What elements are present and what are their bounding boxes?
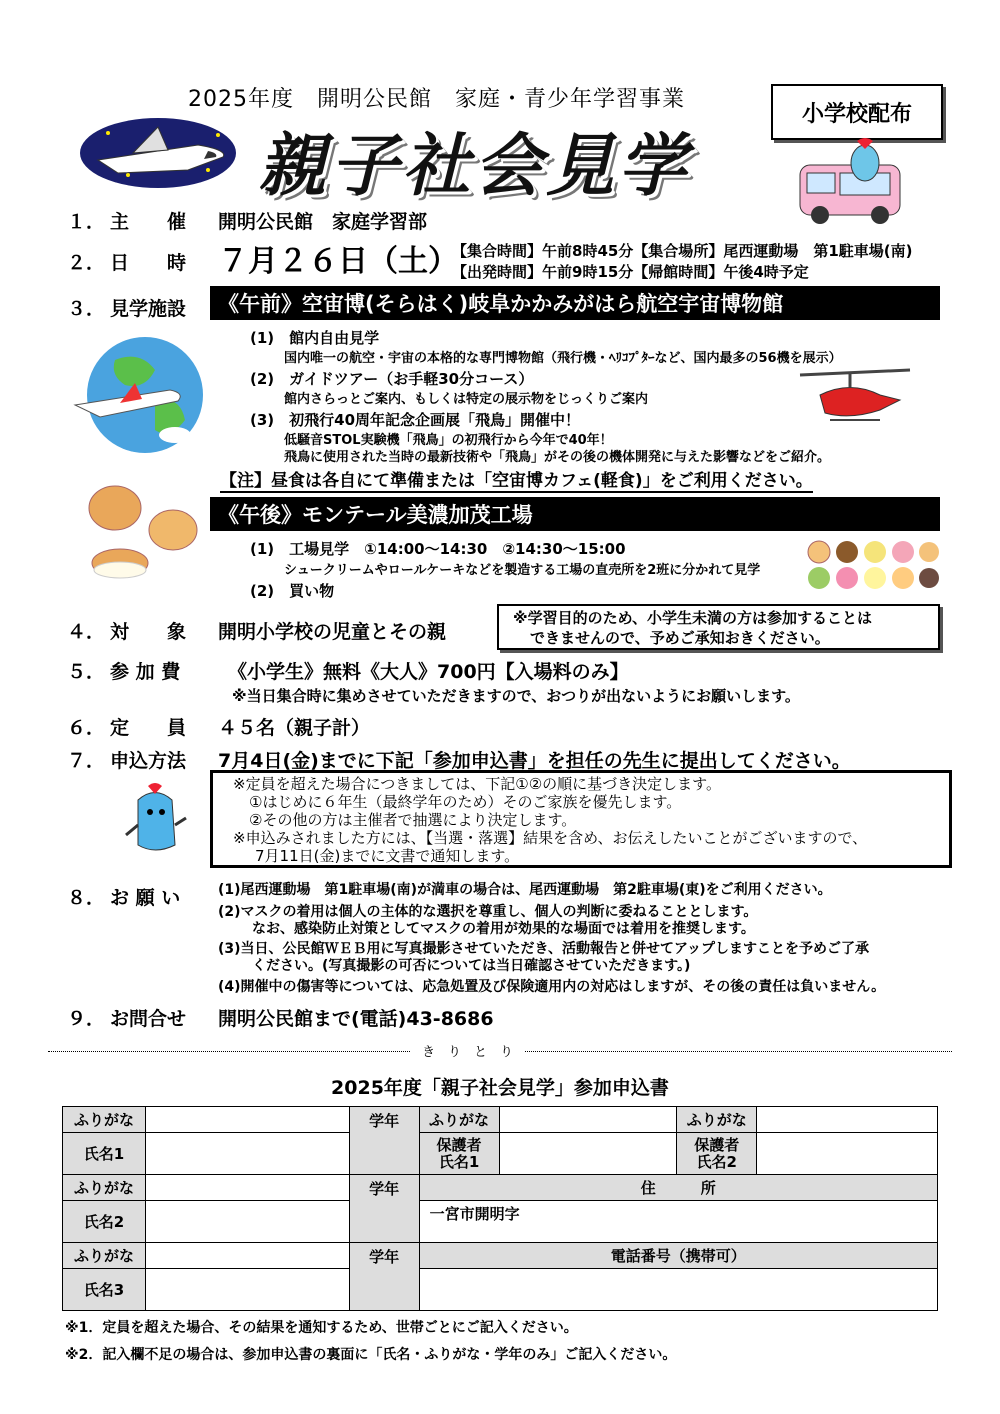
roll-cake-icon <box>805 540 940 592</box>
am-item-3-desc: 低騒音STOL実験機「飛鳥」の初飛行から今年で40年！ <box>284 433 613 448</box>
capacity-value: ４５名（親子計） <box>218 717 371 739</box>
request-line-4: (3)当日、公民館ＷＥＢ用に写真撮影させていただき、活動報告と併せてアップしますことを予めご了承 <box>218 941 869 957</box>
guardian-furigana-input-1[interactable] <box>499 1107 677 1133</box>
am-item-3-desc2: 飛鳥に使用された当時の最新技術や「飛鳥」がその後の機体開発に与えた影響などをご紹介。 <box>284 450 831 465</box>
page-title: 親子社会見学 <box>258 127 691 206</box>
grade-label: 学年 <box>349 1243 419 1311</box>
guardian2-label-b: 氏名2 <box>696 1152 737 1171</box>
furigana-label: ふりがな <box>63 1243 146 1269</box>
name3-label: 氏名3 <box>63 1269 146 1311</box>
grade-label: 学年 <box>349 1107 419 1175</box>
item-number: ３． <box>67 298 106 320</box>
grade-label: 学年 <box>349 1175 419 1243</box>
name3-input[interactable] <box>145 1269 349 1311</box>
fee-label: 参 加 費 <box>110 661 181 683</box>
furigana-label: ふりがな <box>63 1107 146 1133</box>
cream-puff-icon <box>85 478 205 593</box>
am-item-2-desc: 館内さらっとご案内、もしくは特定の展示物をじっくりご案内 <box>284 392 649 407</box>
am-item-2-title: (2) ガイドツアー（お手軽30分コース） <box>250 370 534 388</box>
bus-icon <box>795 135 905 225</box>
furigana-label: ふりがな <box>63 1175 146 1201</box>
apply-label: 申込方法 <box>110 750 187 772</box>
target-value: 開明小学校の児童とその親 <box>218 621 447 643</box>
request-line-1: (1)尾西運動場 第1駐車場(南)が満車の場合は、尾西運動場 第2駐車場(東)をご利用ください。 <box>218 882 832 898</box>
phone-input[interactable] <box>419 1269 937 1311</box>
pm-item-1-desc: シュークリームやロールケーキなどを製造する工場の直売所を2班に分かれて見学 <box>284 563 761 578</box>
date-gathering: 【集合時間】午前8時45分【集合場所】尾西運動場 第1駐車場(南) <box>452 242 913 260</box>
target-note-2: できませんので、予めご承知おきください。 <box>530 629 830 647</box>
facility-label: 見学施設 <box>110 298 187 320</box>
request-label: お 願 い <box>110 887 181 909</box>
application-form <box>62 1106 938 1311</box>
request-line-2: (2)マスクの着用は個人の主体的な選択を尊重し、個人の判断に委ねることとします。 <box>218 904 758 920</box>
footnote-1: ※1．定員を超えた場合、その結果を通知するため、世帯ごとにご記入ください。 <box>65 1320 578 1336</box>
address-label: 住 所 <box>419 1175 937 1201</box>
guardian2-label <box>677 1133 757 1175</box>
apply-notes-box <box>210 770 952 868</box>
name2-input[interactable] <box>145 1201 349 1243</box>
capacity-label: 定 員 <box>110 717 187 739</box>
host-value: 開明公民館 家庭学習部 <box>218 211 428 233</box>
fee-value: 《小学生》無料《大人》700円【入場料のみ】 <box>228 661 629 683</box>
item-number: ７． <box>67 750 106 772</box>
date-label: 日 時 <box>110 252 187 274</box>
guardian-furigana-label: ふりがな <box>419 1107 499 1133</box>
am-item-1-title: (1) 館内自由見学 <box>250 329 380 347</box>
am-item-1-desc: 国内唯一の航空・宇宙の本格的な専門博物館（飛行機・ﾍﾘｺﾌﾟﾀｰなど、国内最多の56機を展示） <box>284 351 842 366</box>
request-line-5: ください。(写真撮影の可否については当日確認させていただきます。) <box>252 958 691 974</box>
apply-note-5: 7月11日(金)までに文書で通知します。 <box>255 847 520 865</box>
item-number: ５． <box>67 661 106 683</box>
furigana-input-2[interactable] <box>145 1175 349 1201</box>
guardian2-label-a: 保護者 <box>694 1135 740 1154</box>
globe-icon <box>60 335 210 455</box>
apply-note-1: ※定員を超えた場合につきましては、下記①②の順に基づき決定します。 <box>233 775 721 793</box>
apply-note-3: ②その他の方は主催者で抽選により決定します。 <box>249 811 577 829</box>
space-shuttle-icon <box>78 115 238 190</box>
item-number: ２． <box>67 252 106 274</box>
address-input[interactable]: 一宮市開明字 <box>419 1201 937 1243</box>
item-number: ４． <box>67 621 106 643</box>
guardian1-label-b: 氏名1 <box>438 1152 480 1171</box>
distribution-badge: 小学校配布 <box>771 84 943 140</box>
am-item-3-title: (3) 初飛行40周年記念企画展「飛鳥」開催中！ <box>250 411 581 429</box>
apply-value: 7月4日(金)までに下記「参加申込書」を担任の先生に提出してください。 <box>218 750 851 772</box>
date-departure: 【出発時間】午前9時15分【帰館時間】午後4時予定 <box>452 263 809 281</box>
mascot-icon <box>120 780 195 860</box>
name1-label: 氏名1 <box>63 1133 146 1175</box>
afternoon-bar: 《午後》モンテール美濃加茂工場 <box>210 497 940 531</box>
fee-note: ※当日集合時に集めさせていただきますので、おつりが出ないようにお願いします。 <box>232 687 800 705</box>
item-number: ９． <box>67 1008 106 1030</box>
header-subtitle: 2025年度 開明公民館 家庭・青少年学習事業 <box>188 87 685 112</box>
guardian2-input[interactable] <box>757 1133 938 1175</box>
guardian1-label <box>419 1133 499 1175</box>
guardian-furigana-label-2: ふりがな <box>677 1107 757 1133</box>
guardian-furigana-input-2[interactable] <box>757 1107 938 1133</box>
target-label: 対 象 <box>110 621 187 643</box>
guardian1-input[interactable] <box>499 1133 677 1175</box>
contact-label: お問合せ <box>110 1008 187 1030</box>
request-line-6: (4)開催中の傷害等については、応急処置及び保険適用内の対応はしますが、その後の責任は負いません。 <box>218 979 886 995</box>
date-value: ７月２６日（土） <box>218 244 458 279</box>
lunch-note: 【注】昼食は各自にて準備または「空宙博カフェ(軽食)」をご利用ください。 <box>220 466 813 493</box>
host-label: 主 催 <box>110 211 187 233</box>
apply-note-2: ①はじめに６年生（最終学年のため）そのご家族を優先します。 <box>249 793 682 811</box>
request-line-3: なお、感染防止対策としてマスクの着用が効果的な場面では着用を推奨します。 <box>252 921 755 937</box>
footnote-2: ※2．記入欄不足の場合は、参加申込書の裏面に「氏名・ふりがな・学年のみ」ご記入ください。 <box>65 1347 677 1363</box>
name2-label: 氏名2 <box>63 1201 146 1243</box>
furigana-input-1[interactable] <box>145 1107 349 1133</box>
item-number: １． <box>67 211 106 233</box>
guardian1-label-a: 保護者 <box>436 1135 482 1154</box>
target-note-1: ※学習目的のため、小学生未満の方は参加することは <box>513 609 872 627</box>
helicopter-icon <box>790 365 920 435</box>
furigana-input-3[interactable] <box>145 1243 349 1269</box>
contact-value: 開明公民館まで(電話)43-8686 <box>218 1008 494 1030</box>
pm-item-2-title: (2) 買い物 <box>250 582 335 600</box>
item-number: ６． <box>67 717 106 739</box>
name1-input[interactable] <box>145 1133 349 1175</box>
morning-bar: 《午前》空宙博(そらはく)岐阜かかみがはら航空宇宙博物館 <box>210 286 940 320</box>
pm-item-1-title: (1) 工場見学 ①14:00～14:30 ②14:30～15:00 <box>250 540 626 558</box>
cut-line-label: き り と り <box>410 1041 525 1060</box>
apply-note-4: ※申込みされました方には、【当選・落選】結果を含め、お伝えしたいことがございますので、 <box>233 829 868 847</box>
item-number: ８． <box>67 887 106 909</box>
form-title: 2025年度「親子社会見学」参加申込書 <box>331 1077 669 1099</box>
phone-label: 電話番号（携帯可） <box>419 1243 937 1269</box>
